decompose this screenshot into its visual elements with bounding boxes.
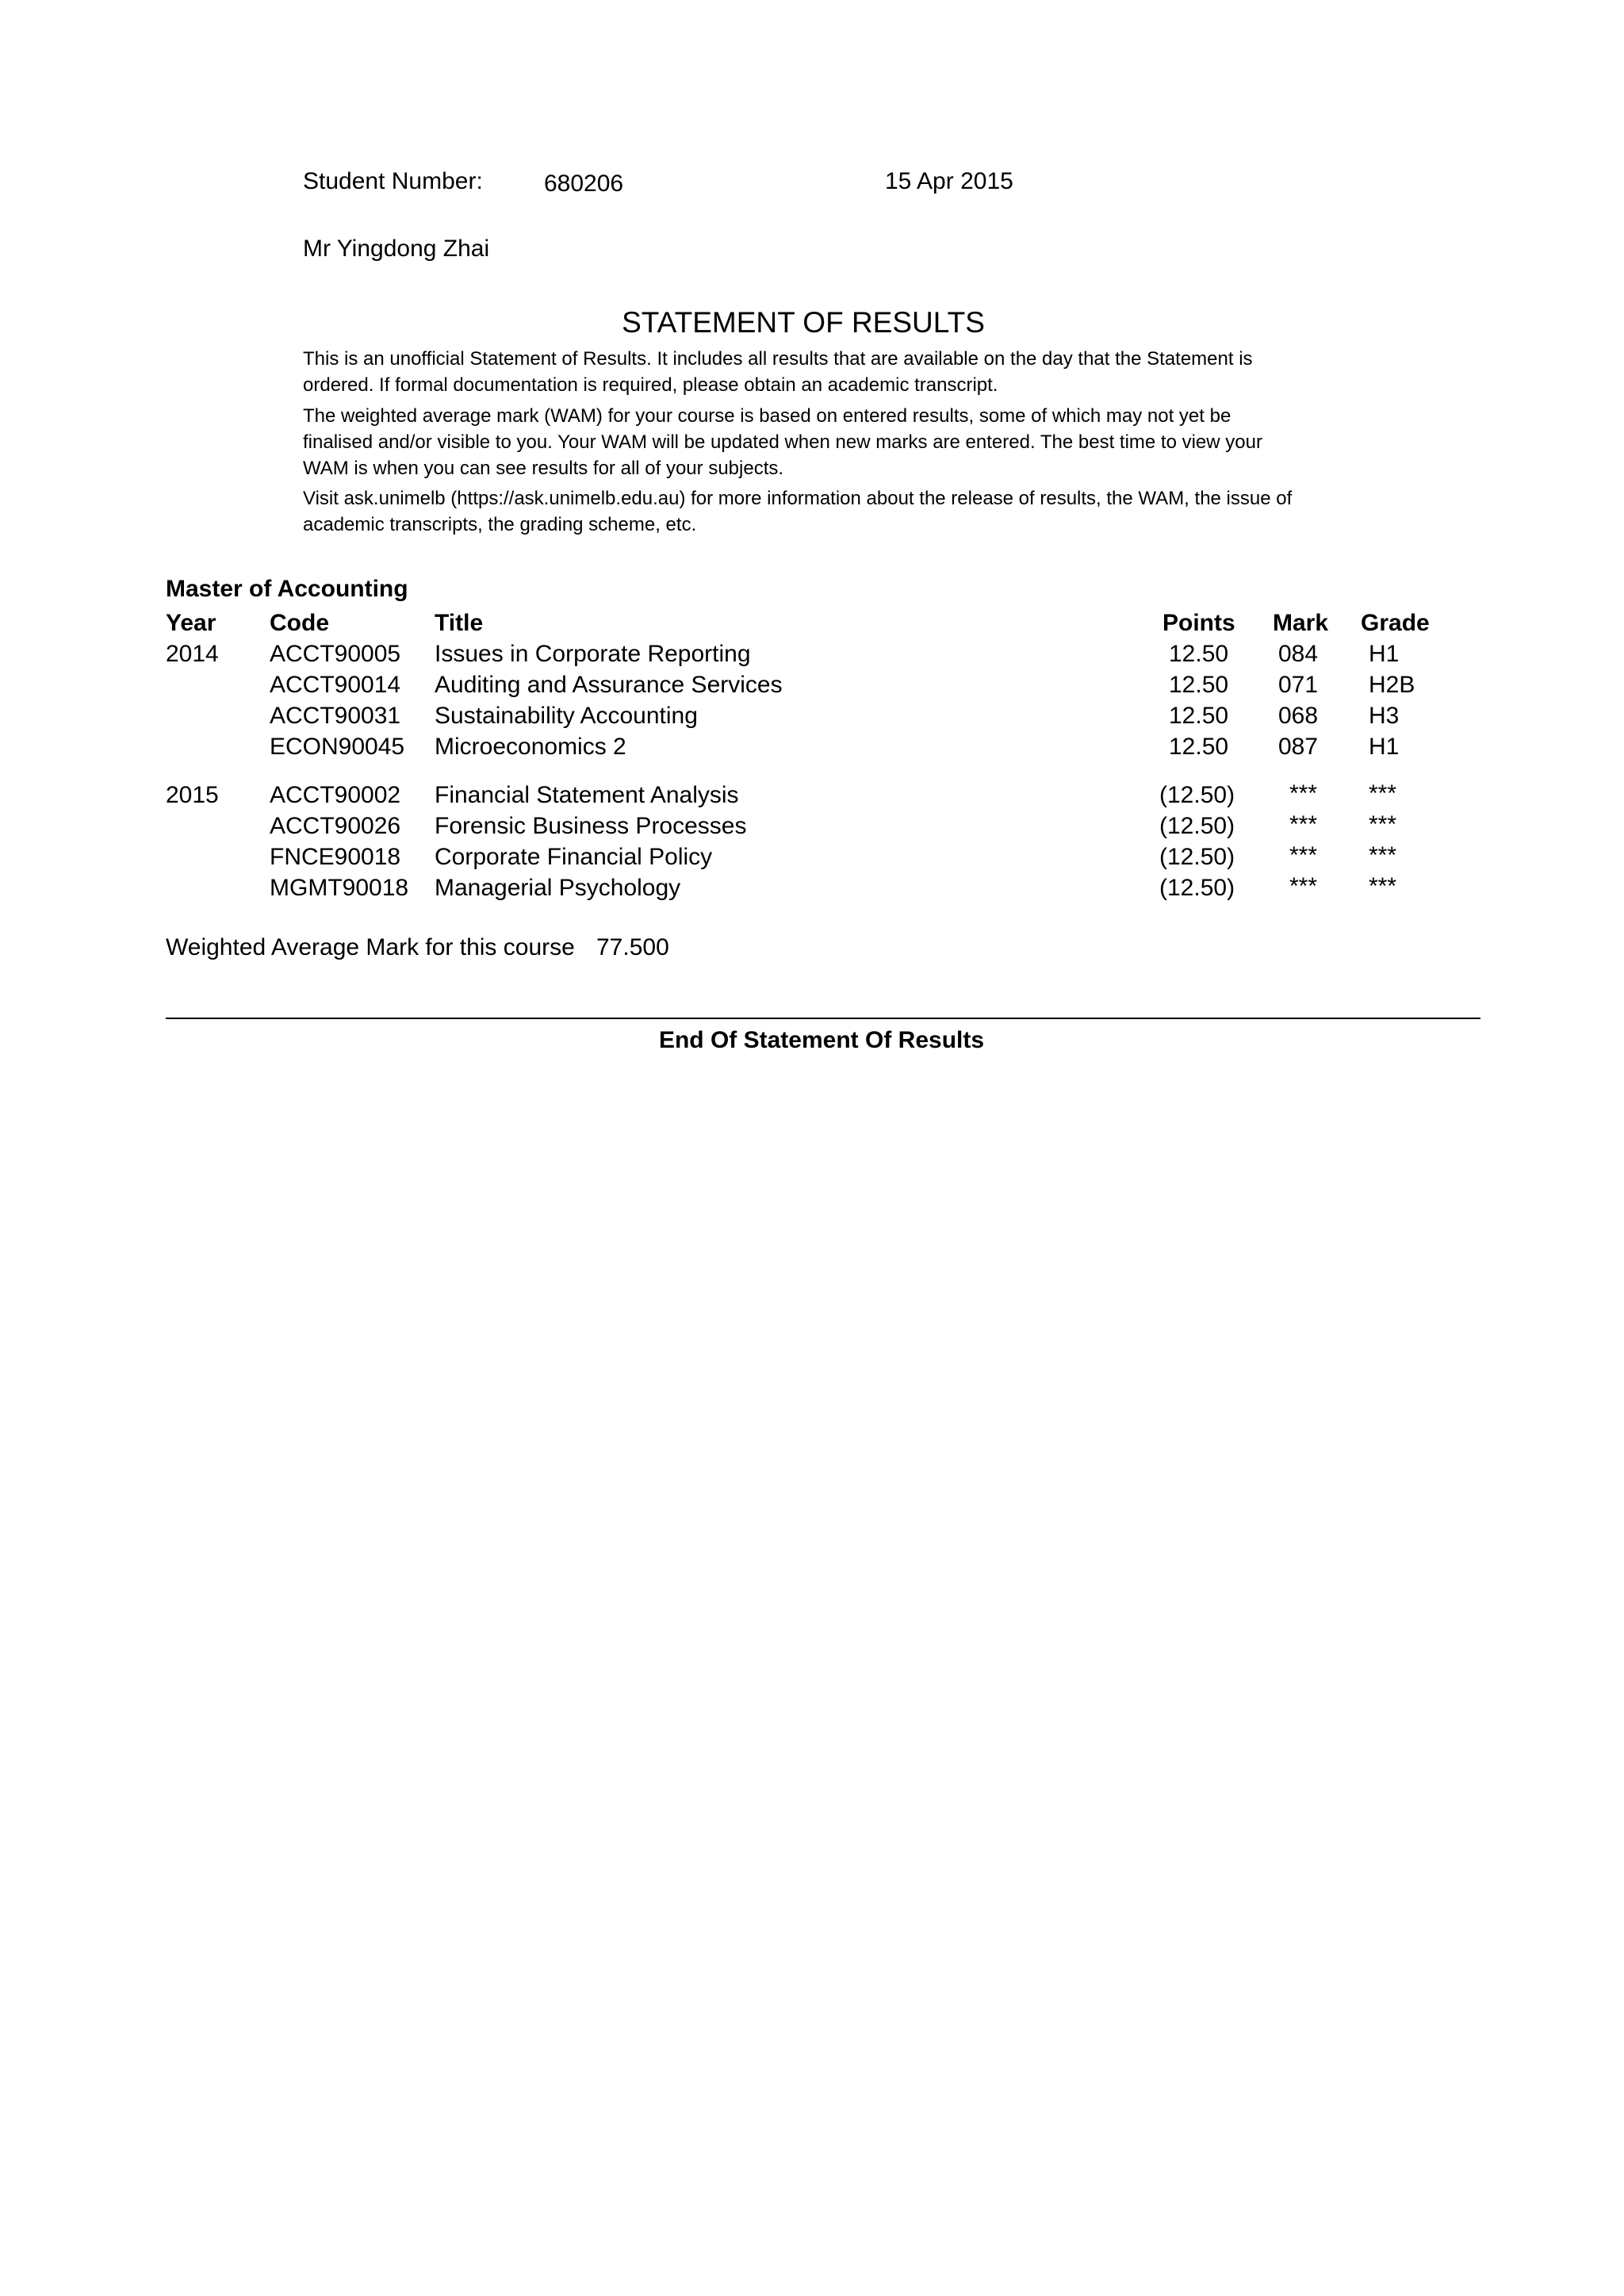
row-code: ACCT90031	[270, 703, 401, 729]
row-grade: ***	[1369, 842, 1397, 868]
row-grade: ***	[1369, 873, 1397, 899]
row-title: Financial Statement Analysis	[435, 782, 739, 808]
column-header-mark: Mark	[1273, 610, 1329, 636]
row-points: (12.50)	[1159, 844, 1235, 870]
document-title: STATEMENT OF RESULTS	[622, 306, 985, 339]
course-name: Master of Accounting	[166, 576, 408, 602]
student-name: Mr Yingdong Zhai	[303, 236, 490, 262]
row-points: 12.50	[1169, 734, 1229, 760]
row-points: 12.50	[1169, 641, 1229, 667]
row-mark: ***	[1289, 780, 1318, 807]
column-header-points: Points	[1162, 610, 1235, 636]
row-mark: ***	[1289, 842, 1318, 868]
row-code: ACCT90002	[270, 782, 401, 808]
row-mark: ***	[1289, 811, 1318, 838]
row-code: ACCT90026	[270, 813, 401, 839]
row-title: Issues in Corporate Reporting	[435, 641, 751, 667]
row-mark: 071	[1278, 672, 1319, 698]
column-header-title: Title	[435, 610, 484, 636]
row-grade: H2B	[1369, 672, 1415, 698]
row-title: Managerial Psychology	[435, 875, 681, 901]
student-number-label: Student Number:	[303, 168, 483, 194]
row-points: (12.50)	[1159, 782, 1235, 808]
wam-label: Weighted Average Mark for this course	[166, 934, 575, 960]
row-mark: 084	[1278, 641, 1319, 667]
row-code: ACCT90005	[270, 641, 401, 667]
divider	[166, 1018, 1480, 1019]
row-mark: 087	[1278, 734, 1319, 760]
wam-paragraph: The weighted average mark (WAM) for your course is based on entered results, some of which may not yet be finalised and/or visible to you. Your WAM will be updated when new marks are entered. The best time to view your WAM is when you can see results for all of your subjects.	[303, 405, 1262, 479]
row-grade: ***	[1369, 780, 1397, 807]
column-header-grade: Grade	[1361, 610, 1430, 636]
row-grade: H1	[1369, 641, 1400, 667]
row-grade: ***	[1369, 811, 1397, 838]
row-points: (12.50)	[1159, 875, 1235, 901]
row-grade: H3	[1369, 703, 1400, 729]
row-points: (12.50)	[1159, 813, 1235, 839]
row-year: 2014	[166, 641, 219, 667]
row-title: Forensic Business Processes	[435, 813, 747, 839]
row-title: Sustainability Accounting	[435, 703, 698, 729]
end-of-statement: End Of Statement Of Results	[658, 1027, 985, 1053]
column-header-code: Code	[270, 610, 329, 636]
row-year: 2015	[166, 782, 219, 808]
row-mark: ***	[1289, 873, 1318, 899]
row-code: FNCE90018	[270, 844, 401, 870]
row-points: 12.50	[1169, 672, 1229, 698]
row-code: ECON90045	[270, 734, 405, 760]
row-title: Corporate Financial Policy	[435, 844, 713, 870]
row-points: 12.50	[1169, 703, 1229, 729]
row-code: ACCT90014	[270, 672, 401, 698]
row-code: MGMT90018	[270, 875, 409, 901]
row-grade: H1	[1369, 734, 1400, 760]
statement-date: 15 Apr 2015	[885, 168, 1013, 194]
row-title: Auditing and Assurance Services	[435, 672, 783, 698]
student-number: 680206	[544, 171, 624, 197]
wam-value: 77.500	[596, 934, 669, 960]
info-paragraph: Visit ask.unimelb (https://ask.unimelb.edu.au) for more information about the release of results, the WAM, the issue of academic transcripts, the grading scheme, etc.	[303, 488, 1293, 535]
column-header-year: Year	[166, 610, 216, 636]
intro-paragraph: This is an unofficial Statement of Results. It includes all results that are available on the day that the Statement is ordered. If formal documentation is required, please obtain an academic transcript.	[303, 348, 1253, 396]
row-mark: 068	[1278, 703, 1319, 729]
row-title: Microeconomics 2	[435, 734, 626, 760]
